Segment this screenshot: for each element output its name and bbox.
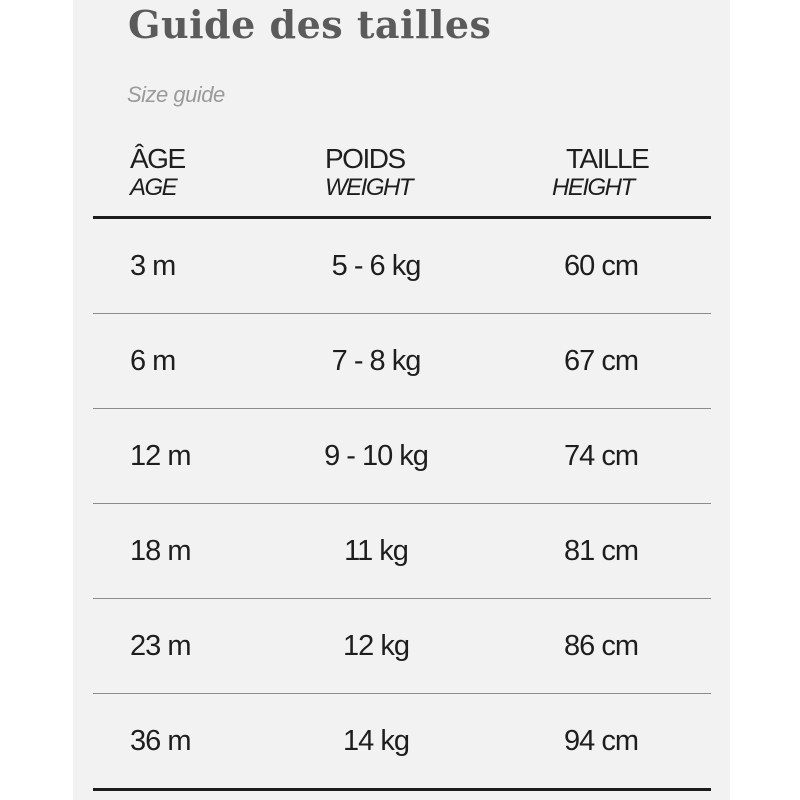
column-header-height — [552, 143, 648, 201]
height-cell: 81 cm — [564, 535, 638, 567]
footer-rule — [93, 788, 711, 791]
column-header-age-fr: ÂGE — [130, 143, 185, 174]
weight-cell: 9 - 10 kg — [324, 440, 428, 472]
height-cell: 94 cm — [564, 725, 638, 757]
column-header-weight-en: WEIGHT — [325, 174, 412, 201]
height-cell: 86 cm — [564, 630, 638, 662]
weight-cell: 7 - 8 kg — [331, 345, 421, 377]
table-row — [93, 694, 711, 788]
page-title: Guide des tailles — [128, 2, 492, 47]
table-row — [93, 504, 711, 598]
height-cell: 60 cm — [564, 250, 638, 282]
age-cell: 23 m — [130, 630, 191, 662]
weight-cell: 5 - 6 kg — [331, 250, 421, 282]
column-header-weight-fr: POIDS — [325, 143, 405, 174]
page-subtitle: Size guide — [127, 82, 225, 107]
column-header-age-en: AGE — [130, 174, 177, 201]
weight-cell: 12 kg — [343, 630, 409, 662]
weight-cell: 14 kg — [343, 725, 409, 757]
height-cell: 74 cm — [564, 440, 638, 472]
column-header-height-en: HEIGHT — [552, 174, 634, 201]
table-row — [93, 314, 711, 408]
age-cell: 18 m — [130, 535, 191, 567]
age-cell: 36 m — [130, 725, 191, 757]
table-row — [93, 409, 711, 503]
table-row — [93, 599, 711, 693]
age-cell: 6 m — [130, 345, 176, 377]
age-cell: 3 m — [130, 250, 176, 282]
age-cell: 12 m — [130, 440, 191, 472]
column-header-weight — [325, 143, 412, 201]
weight-cell: 11 kg — [344, 535, 408, 567]
table-row — [93, 219, 711, 313]
column-header-age — [130, 143, 185, 201]
column-header-height-fr: TAILLE — [566, 143, 649, 174]
height-cell: 67 cm — [564, 345, 638, 377]
